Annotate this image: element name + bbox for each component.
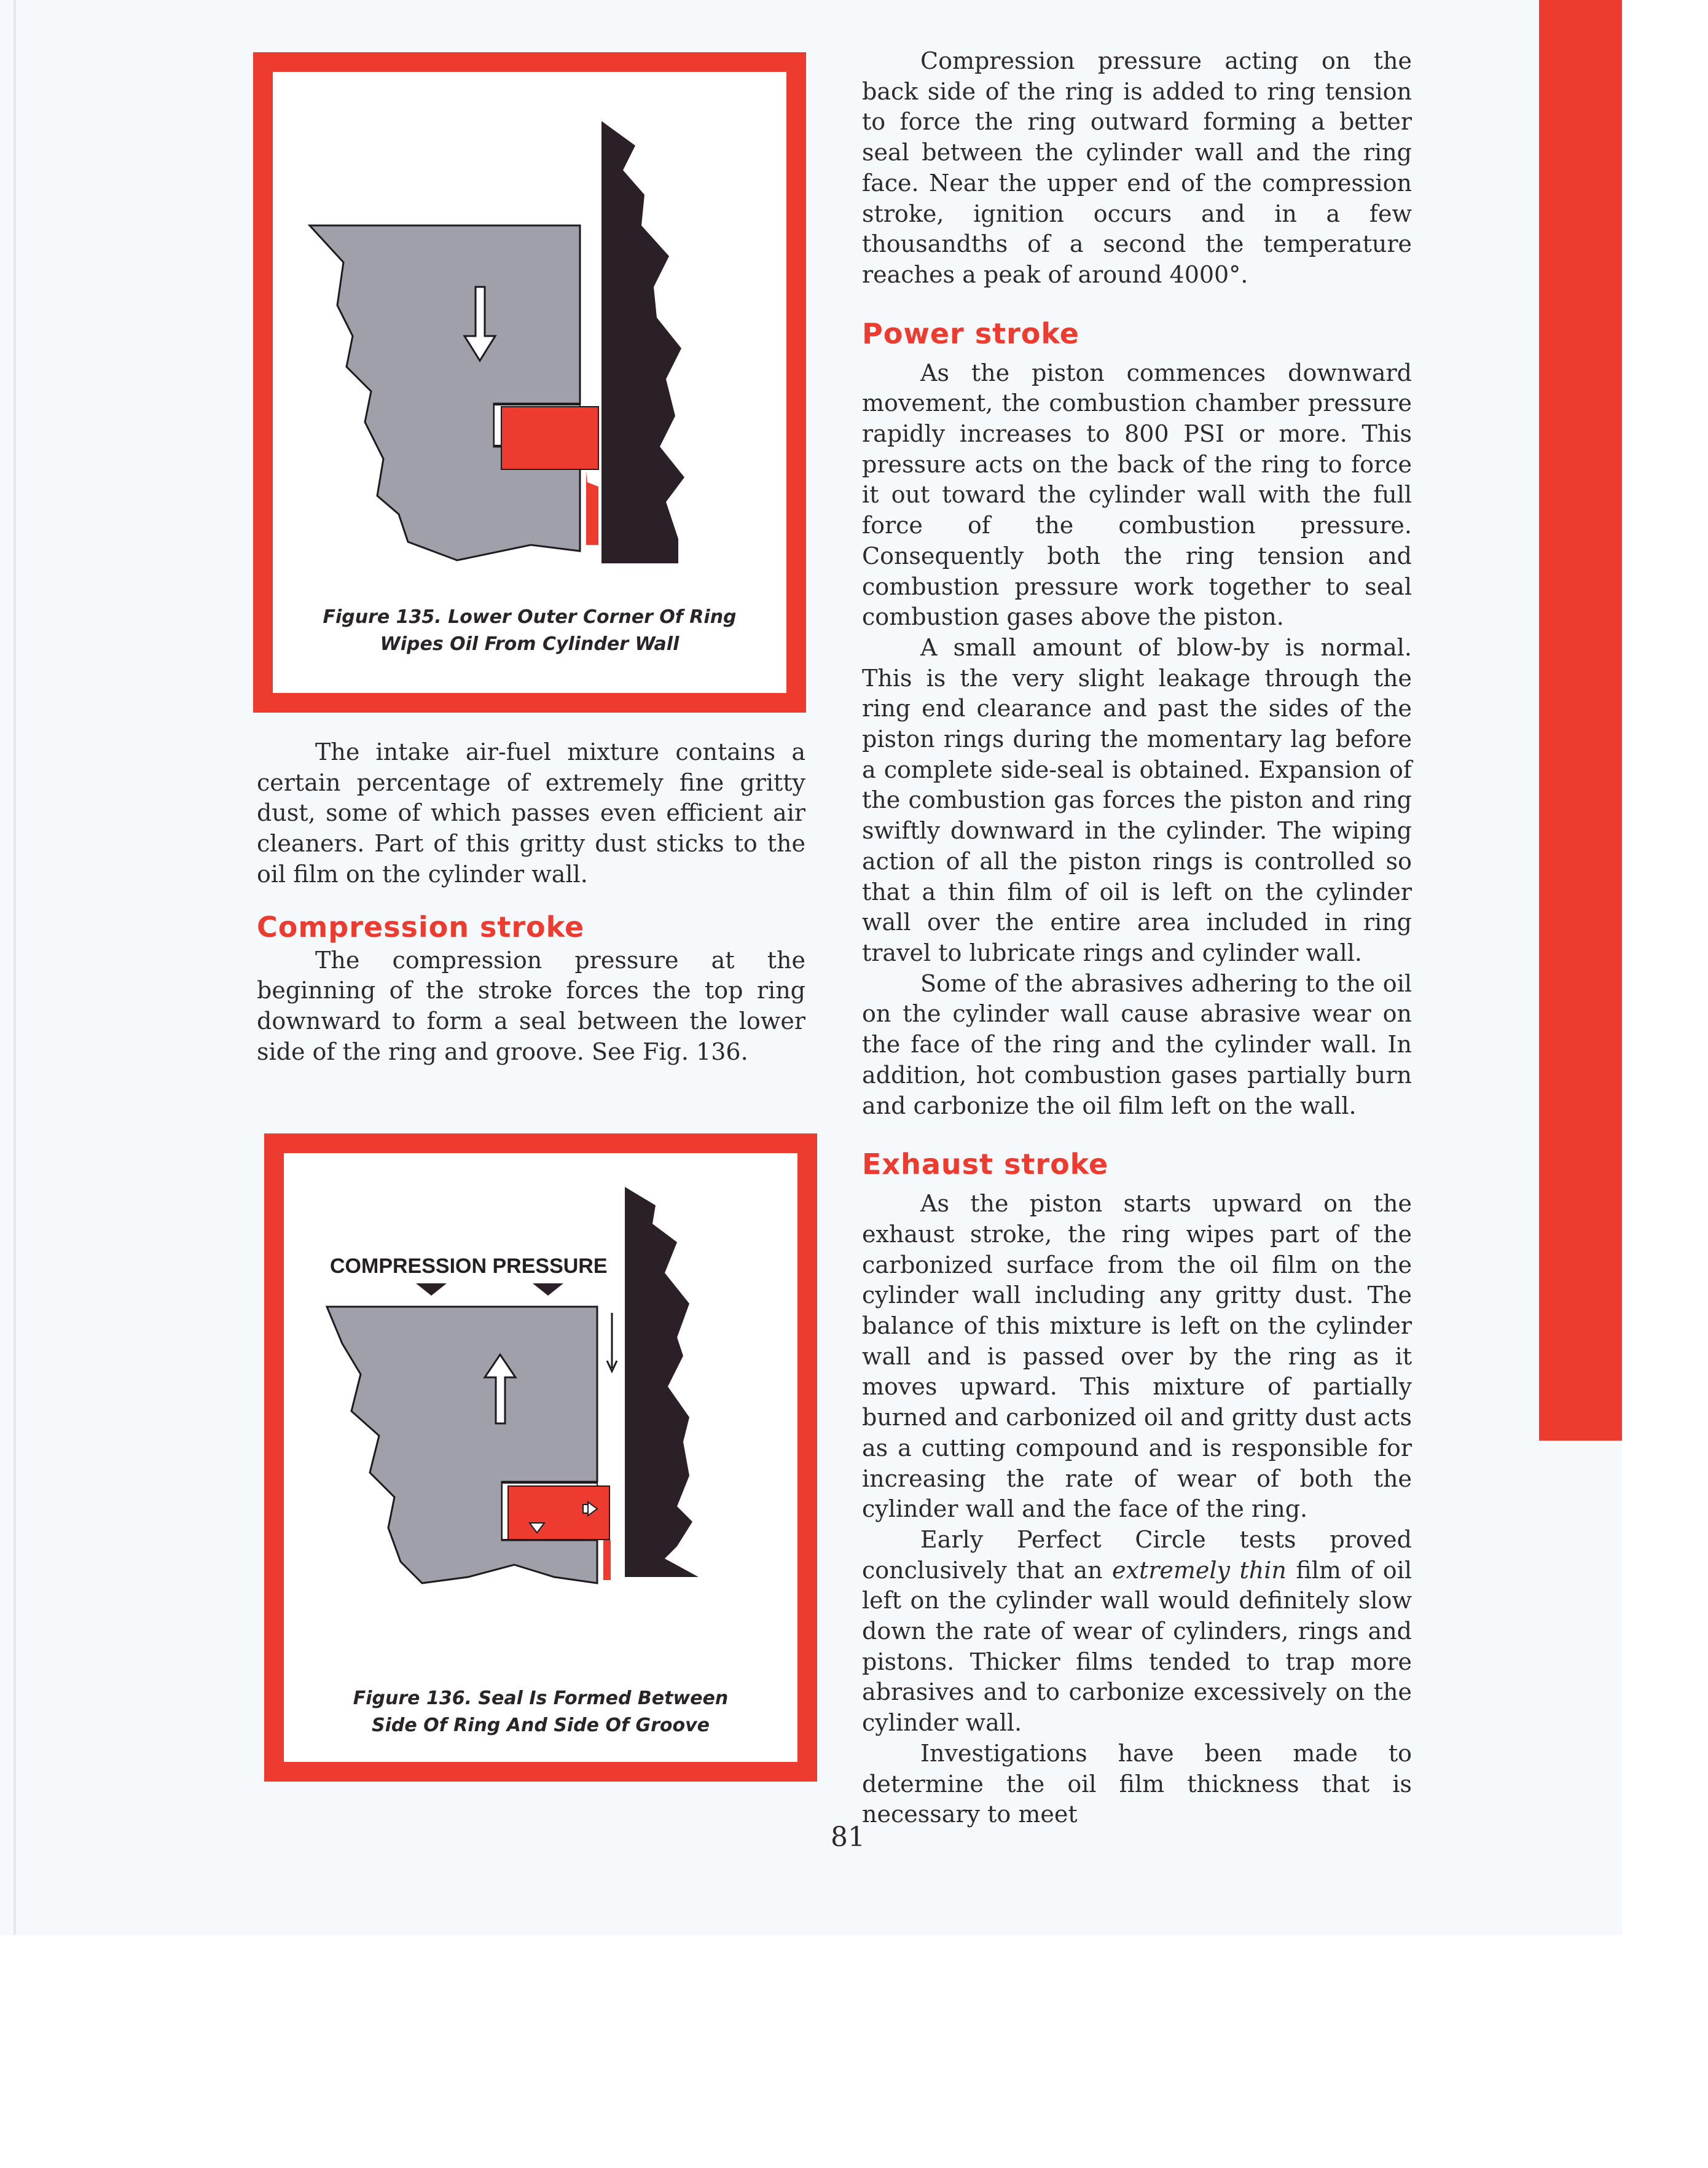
section-heading-power: Power stroke — [862, 316, 1079, 350]
paragraph: Some of the abrasives adhering to the oil on the cylinder wall cause abrasive wear on the face of the ring and the cylinder wall. In addition, hot combustion gases partially burn and carbonize the oil film left on the wall. — [862, 969, 1412, 1119]
figure-135-caption — [273, 604, 786, 658]
figure-135-caption-line1: Figure 135. Lower Outer Corner Of Ring — [323, 606, 737, 628]
paragraph: As the piston starts upward on the exhaust stroke, the ring wipes part of the carbonized surface from the oil film on the cylinder wall including any gritty dust. The balance of this mixture is left on the cylinder wall and is passed over by the ring as it moves upward. This mixture of partially burned and carbonized oil and gritty dust acts as a cutting compound and is responsible for increasing the rate of wear of both the cylinder wall and the face of the ring. — [862, 1190, 1412, 1523]
page-number: 81 — [831, 1822, 865, 1853]
piston-ring — [508, 1486, 609, 1540]
piston-ring — [501, 407, 598, 469]
figure-135 — [253, 52, 806, 713]
left-column — [257, 737, 805, 1067]
cylinder-wall — [601, 121, 684, 563]
paragraph: The compression pressure at the beginning of the stroke forces the top ring downward to form a seal between the lower side of the ring and groove. See Fig. 136. — [257, 946, 805, 1065]
oil-film — [603, 1540, 611, 1580]
paragraph: Compression pressure acting on the back side of the ring is added to ring tension to force the ring outward forming a better seal between the cylinder wall and the ring face. Near the upper end of the compression stroke, ignition occurs and in a few thousandths of a second the temperature reaches a peak of around 4000°. — [862, 47, 1412, 288]
figure-135-illustration — [273, 72, 786, 693]
piston — [310, 225, 580, 560]
figure-136-caption — [284, 1685, 797, 1739]
cylinder-wall — [625, 1187, 699, 1577]
section-heading-exhaust: Exhaust stroke — [862, 1148, 1109, 1181]
figure-136 — [264, 1133, 817, 1782]
paper-edge — [14, 0, 16, 1935]
figure-136-panel — [284, 1153, 797, 1762]
compression-pressure-label: COMPRESSION PRESSURE — [330, 1254, 608, 1278]
piston — [327, 1307, 597, 1583]
film-direction-arrow-icon — [607, 1313, 617, 1371]
paragraph — [862, 1525, 1412, 1739]
paragraph: A small amount of blow-by is normal. This is the very slight leakage through the ring end clearance and past the sides of the piston rings during the momentary lag before a complete side-seal is obtained. Expansion of the combustion gas forces the piston and ring swiftly downward in the cylinder. The wiping action of all the piston rings is controlled so that a thin film of oil is left on the cylinder wall over the entire area included in ring travel to lubricate rings and cylinder wall. — [862, 633, 1412, 966]
paragraph: The intake air-fuel mixture contains a certain percentage of extremely fine gritty dust, some of which passes even efficient air cleaners. Part of this gritty dust sticks to the oil film on the cylinder wall. — [257, 738, 805, 888]
paragraph-text: Early Perfect Circle tests proved conclusively that an — [862, 1525, 1412, 1584]
section-heading-compression: Compression stroke — [257, 910, 585, 944]
paragraph: Investigations have been made to determine the oil film thickness that is necessary to meet — [862, 1739, 1412, 1828]
right-column — [862, 46, 1412, 1830]
figure-135-caption-line2: Wipes Oil From Cylinder Wall — [380, 633, 680, 655]
paragraph-text: film of oil left on the cylinder wall would definitely slow down the rate of wear of cylinders, rings and pistons. Thicker films tended to trap more abrasives and to carbonize excessively on the cylinder wall. — [862, 1556, 1412, 1737]
figure-136-illustration — [284, 1153, 797, 1762]
red-thumb-tab — [1539, 0, 1622, 1441]
figure-136-caption-line2: Side Of Ring And Side Of Groove — [371, 1715, 710, 1736]
pressure-arrow-icon — [533, 1283, 563, 1296]
figure-136-caption-line1: Figure 136. Seal Is Formed Between — [353, 1688, 729, 1709]
figure-135-panel — [273, 72, 786, 693]
paragraph: As the piston commences downward movement, the combustion chamber pressure rapidly increases to 800 PSI or more. This pressure acts on the back of the ring to force it out toward the cylinder wall with the full force of the combustion pressure. Consequently both the ring tension and combustion pressure work together to seal combustion gases above the piston. — [862, 359, 1412, 631]
pressure-arrow-icon — [416, 1283, 447, 1296]
emphasis-text: extremely thin — [1112, 1556, 1287, 1584]
